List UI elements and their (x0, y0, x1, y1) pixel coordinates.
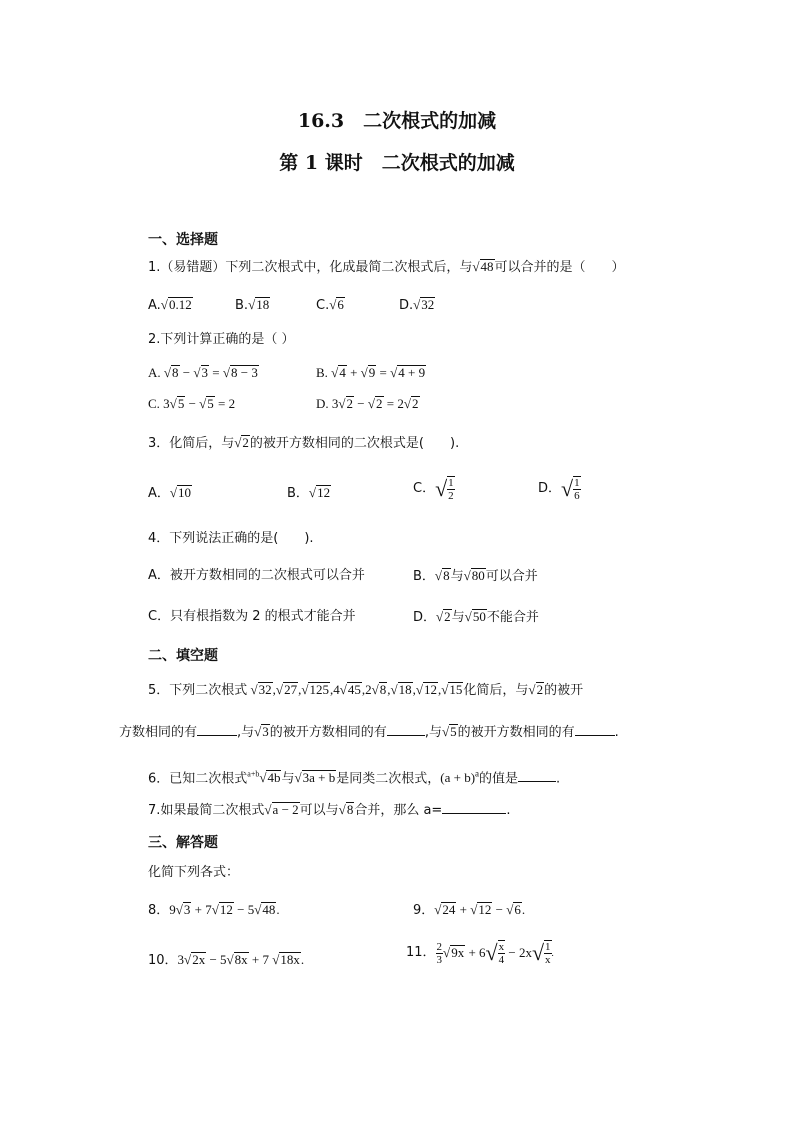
page-subtitle: 第 1 课时 二次根式的加减 (279, 152, 515, 174)
question-2: 2.下列计算正确的是（ ） (148, 332, 295, 347)
q2-option-a: A. √ 8 − √ 3 = √ 8 − 3 (148, 364, 259, 382)
q1-option-c: C.√ 6 (316, 296, 345, 315)
question-7: 7.如果最简二次根式√ a − 2可以与√ 8合并，那么 a= . (148, 801, 510, 820)
question-6: 6．已知二次根式$^{a+b}$√ 4b与√ 3a + b是同类二次根式，$(a + b)^a$的值是 . (148, 765, 560, 788)
q4-option-a: A．被开方数相同的二次根式可以合并 (148, 568, 365, 583)
q4-option-d: D．√ 2与√ 50不能合并 (413, 608, 539, 627)
question-8: 8．9√ 3 + 7√ 12 − 5√ 48. (148, 901, 280, 920)
answer-blank[interactable] (518, 781, 556, 782)
q2-option-b: B. √ 4 + √ 9 = √ 4 + 9 (316, 364, 426, 382)
question-11: 11． $\frac{2}{3}$ √ 9x + 6√ $\frac{x}{4}$ − 2x√ $\frac{1}{x}$ . (406, 940, 554, 966)
q3-option-a: A．√ 10 (148, 484, 192, 503)
question-1: 1.（易错题）下列二次根式中，化成最简二次根式后，与√ 48可以合并的是（ ） (148, 258, 625, 277)
question-10: 10．3√ 2x − 5√ 8x + 7 √ 18x. (148, 951, 304, 970)
q2-option-d: D. 3√ 2 − √ 2 = 2√ 2 (316, 395, 420, 413)
q3-option-b: B．√ 12 (287, 484, 331, 503)
solve-intro: 化简下列各式： (148, 865, 240, 880)
section-heading-fill: 二、填空题 (148, 648, 218, 664)
q3-option-d: D．√ $\frac{1}{6}$ (538, 476, 580, 502)
question-9: 9．√ 24 + √ 12 − √ 6. (413, 901, 525, 920)
answer-blank[interactable] (197, 735, 237, 736)
page-title: 16.3 二次根式的加减 (297, 110, 497, 132)
q1-option-d: D.√ 32 (399, 296, 435, 315)
section-heading-solve: 三、解答题 (148, 835, 218, 851)
question-3: 3．化简后，与√ 2的被开方数相同的二次根式是( ). (148, 434, 459, 453)
question-5-line-2: 方数相同的有 ,与√ 3的被开方数相同的有 ,与√ 5的被开方数相同的有 . (119, 723, 619, 742)
q4-option-c: C．只有根指数为 2 的根式才能合并 (148, 609, 356, 624)
section-heading-choice: 一、选择题 (148, 232, 218, 248)
q1-option-a: A.√ 0.12 (148, 296, 193, 315)
answer-blank[interactable] (442, 813, 506, 814)
q3-option-c: C．√ $\frac{1}{2}$ (413, 476, 454, 502)
answer-blank[interactable] (387, 735, 425, 736)
q1-option-b: B.√ 18 (235, 296, 270, 315)
answer-blank[interactable] (575, 735, 615, 736)
radical: √ 48 (472, 259, 494, 274)
q2-option-c: C. 3√ 5 − √ 5 = 2 (148, 395, 235, 413)
q4-option-b: B．√ 8与√ 80可以合并 (413, 567, 538, 586)
question-5-line-1: 5．下列二次根式 √ 32,√ 27,√ 125,4√ 45,2√ 8,√ 18,√ 12,√ 15化简后，与√ 2的被开 (148, 681, 583, 700)
question-4: 4．下列说法正确的是( ). (148, 531, 314, 546)
